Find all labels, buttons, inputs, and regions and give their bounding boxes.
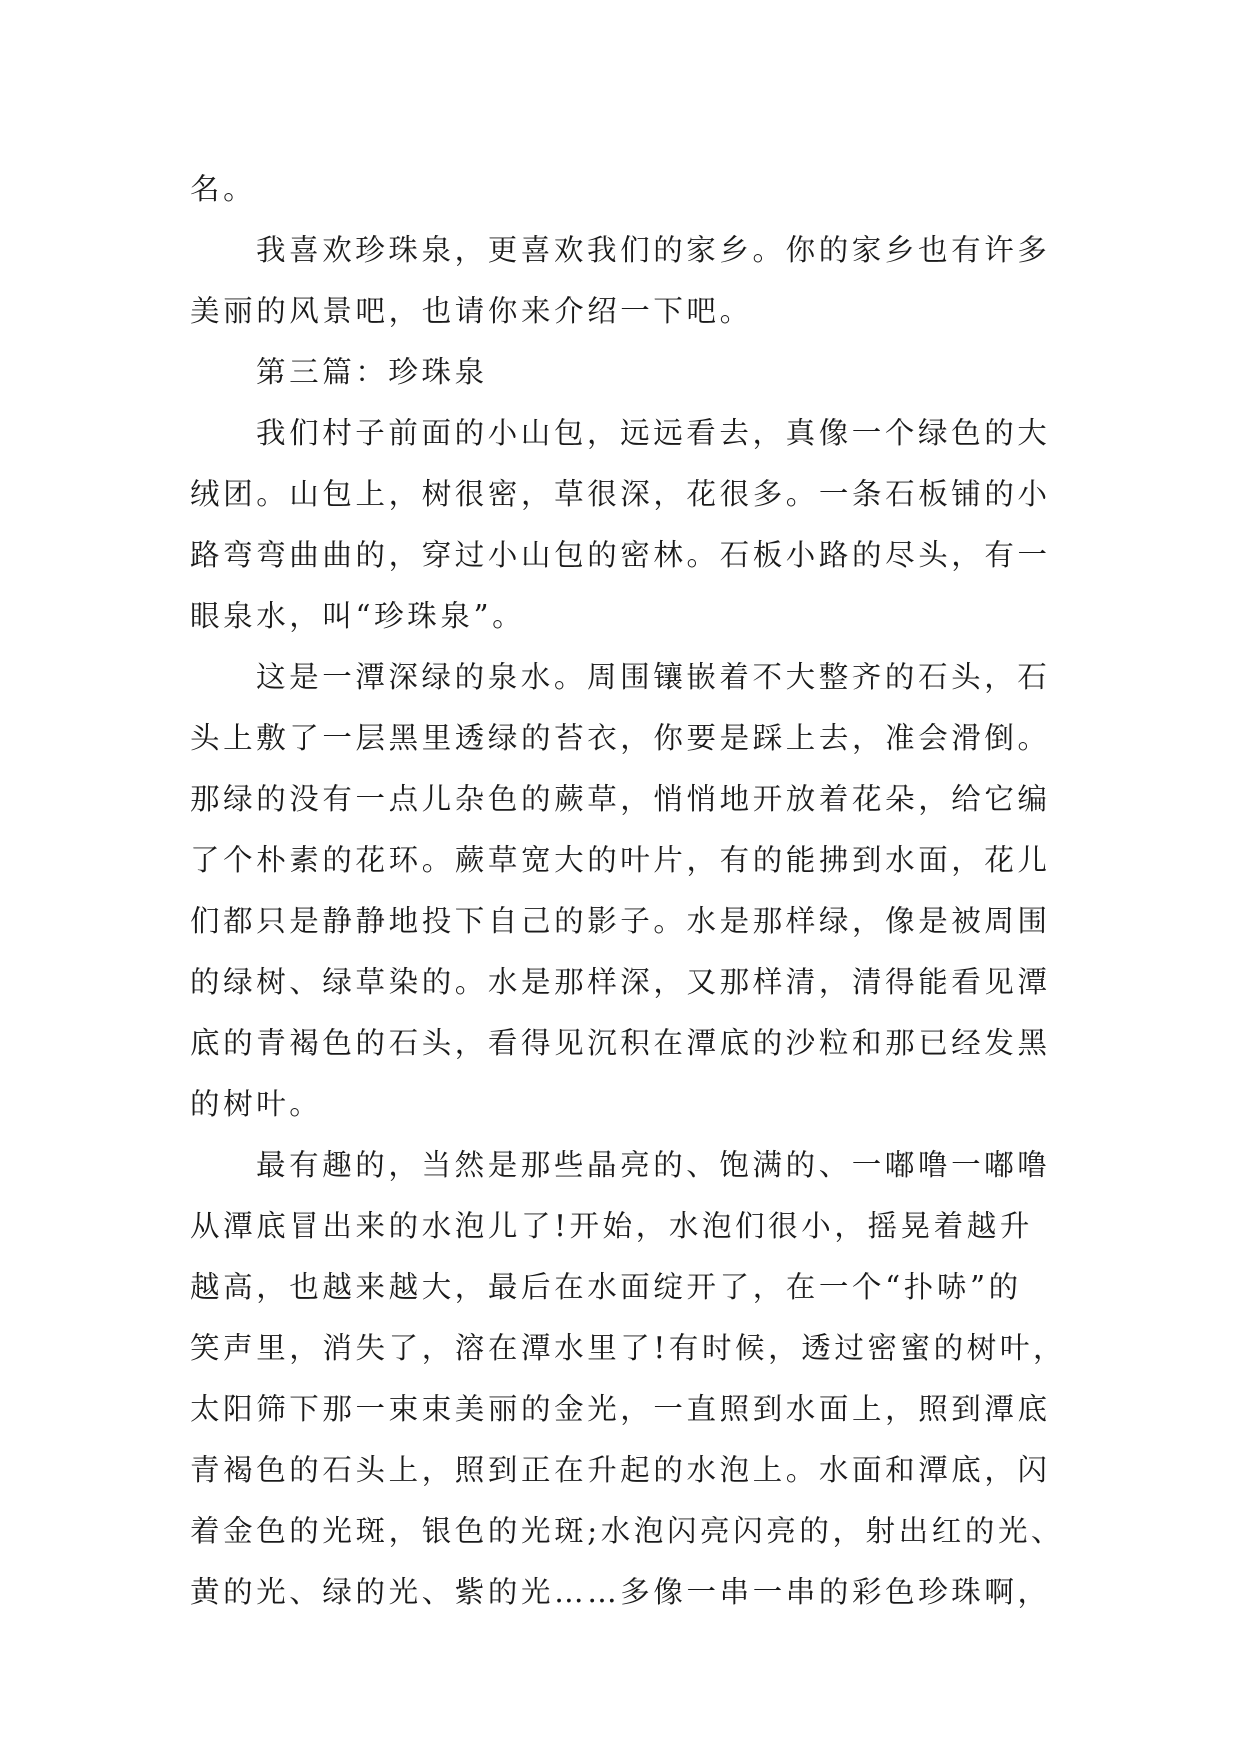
text-line: 青褐色的石头上，照到正在升起的水泡上。水面和潭底，闪	[190, 1453, 1051, 1487]
body-text	[190, 159, 1067, 1623]
paragraph	[190, 159, 1058, 220]
text-line: 最有趣的，当然是那些晶亮的、饱满的、一嘟噜一嘟噜	[256, 1148, 1051, 1182]
text-line: 的绿树、绿草染的。水是那样深，又那样清，清得能看见潭	[190, 965, 1051, 999]
text-line: 名。	[190, 172, 257, 206]
text-line: 这是一潭深绿的泉水。周围镶嵌着不大整齐的石头，石	[256, 660, 1051, 694]
text-line: 那绿的没有一点儿杂色的蕨草，悄悄地开放着花朵，给它编	[190, 782, 1051, 816]
text-line: 绒团。山包上，树很密，草很深，花很多。一条石板铺的小	[190, 477, 1051, 511]
text-line: 头上敷了一层黑里透绿的苔衣，你要是踩上去，准会滑倒。	[190, 721, 1051, 755]
text-line: 黄的光、绿的光、紫的光……多像一串一串的彩色珍珠啊，	[190, 1575, 1051, 1609]
text-line: 第三篇：珍珠泉	[256, 355, 488, 389]
text-line: 我们村子前面的小山包，远远看去，真像一个绿色的大	[256, 416, 1051, 450]
text-line: 了个朴素的花环。蕨草宽大的叶片，有的能拂到水面，花儿	[190, 843, 1051, 877]
text-line: 太阳筛下那一束束美丽的金光，一直照到水面上，照到潭底	[190, 1392, 1051, 1426]
text-line: 路弯弯曲曲的，穿过小山包的密林。石板小路的尽头，有一	[190, 538, 1051, 572]
paragraph	[190, 220, 1058, 342]
text-line: 从潭底冒出来的水泡儿了!开始，水泡们很小，摇晃着越升	[190, 1209, 1033, 1243]
paragraph	[190, 647, 1058, 1135]
text-line: 越高，也越来越大，最后在水面绽开了，在一个“扑哧”的	[190, 1270, 1022, 1304]
text-line: 底的青褐色的石头，看得见沉积在潭底的沙粒和那已经发黑	[190, 1026, 1051, 1060]
text-line: 眼泉水，叫“珍珠泉”。	[190, 599, 526, 633]
paragraph	[190, 1135, 1067, 1623]
text-line: 笑声里，消失了，溶在潭水里了!有时候，透过密蜜的树叶，	[190, 1331, 1067, 1365]
text-line: 着金色的光斑，银色的光斑;水泡闪亮闪亮的，射出红的光、	[190, 1514, 1065, 1548]
text-line: 美丽的风景吧，也请你来介绍一下吧。	[190, 294, 753, 328]
text-line: 们都只是静静地投下自己的影子。水是那样绿，像是被周围	[190, 904, 1051, 938]
text-line: 的树叶。	[190, 1087, 323, 1121]
section-heading	[190, 342, 1058, 403]
text-line: 我喜欢珍珠泉，更喜欢我们的家乡。你的家乡也有许多	[256, 233, 1051, 267]
paragraph	[190, 403, 1058, 647]
